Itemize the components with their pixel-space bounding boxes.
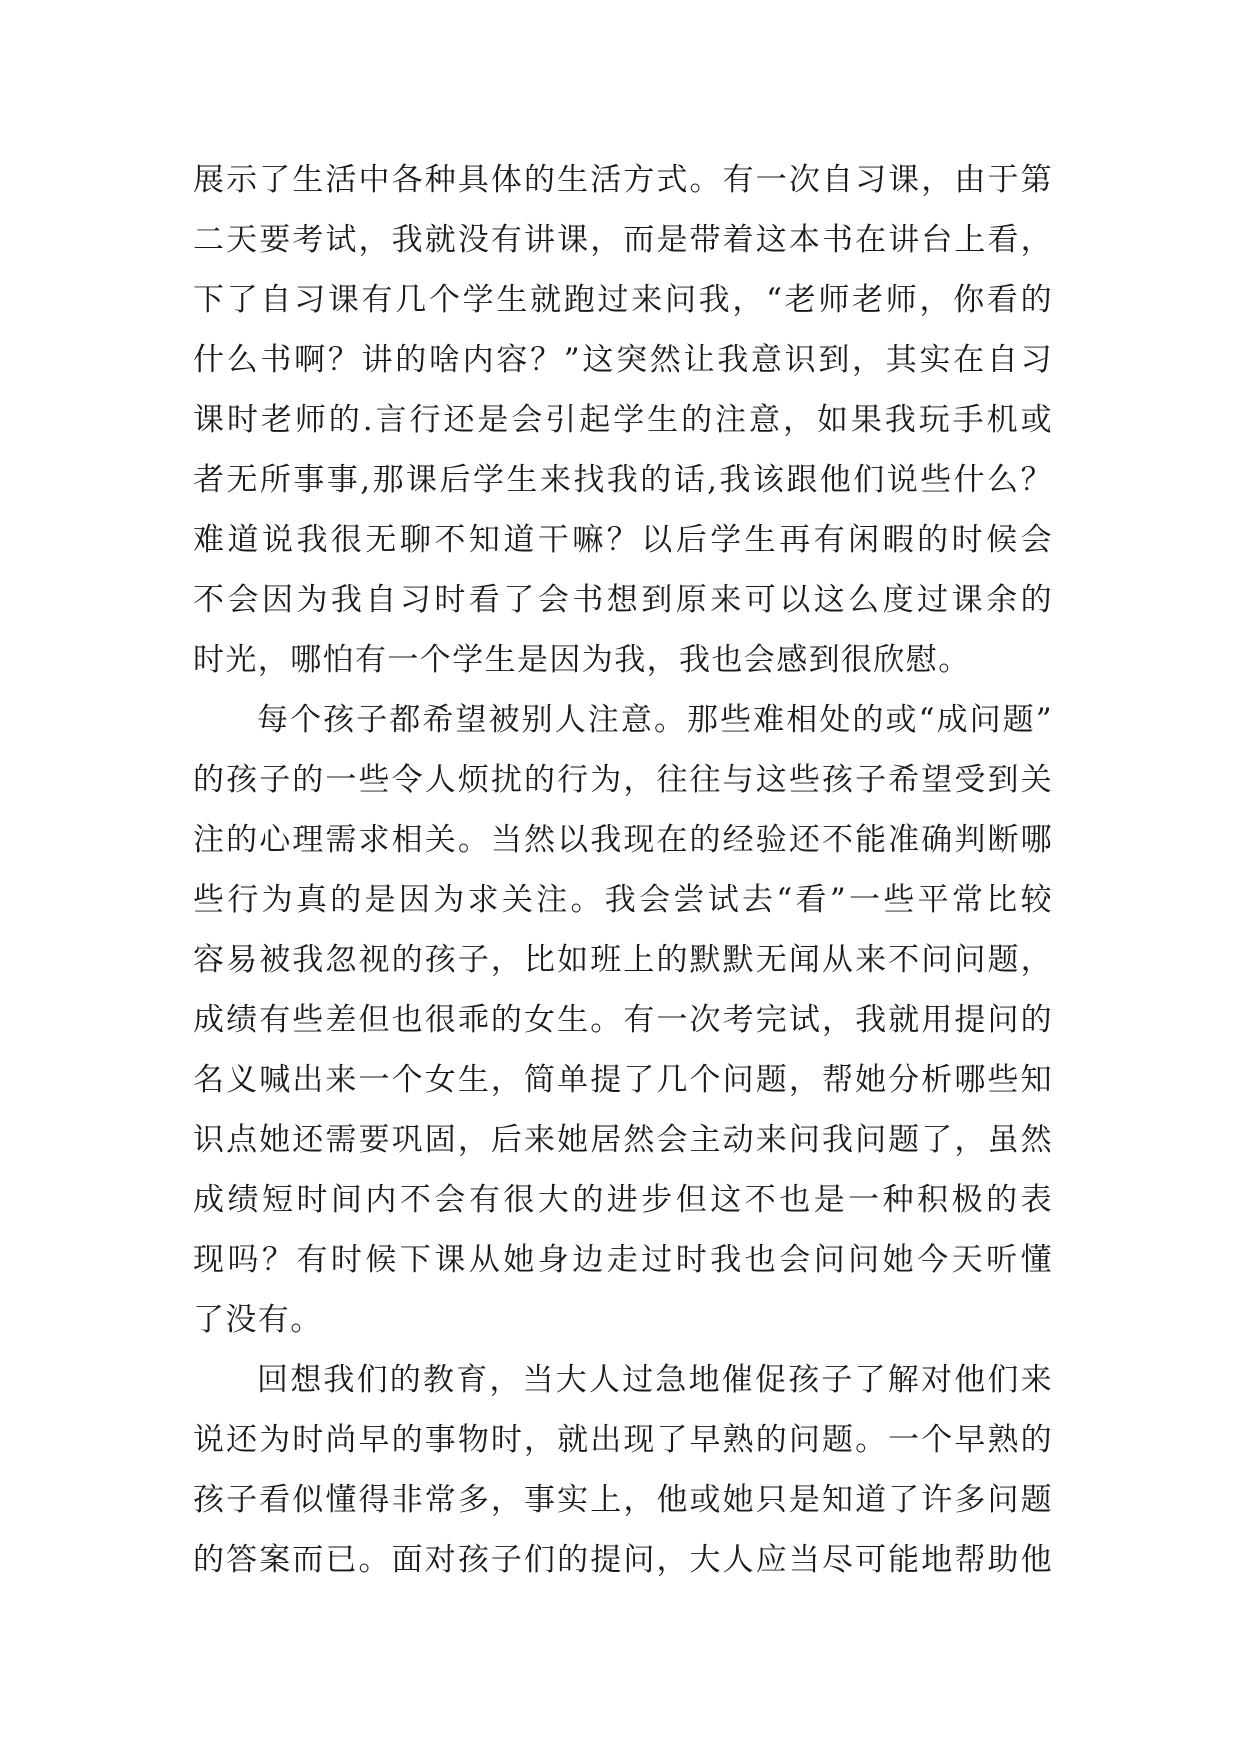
paragraph-first-line: 每个孩子都希望被别人注意。那些难相处的或“成问题”	[257, 702, 1053, 738]
text-line: 什么书啊？讲的啥内容？”这突然让我意识到，其实在自习	[193, 342, 1053, 378]
text-line: 难道说我很无聊不知道干嘛？以后学生再有闲暇的时候会	[193, 522, 1053, 558]
text-line: 下了自习课有几个学生就跑过来问我，“老师老师，你看的	[193, 282, 1053, 318]
text-line: 时光，哪怕有一个学生是因为我，我也会感到很欣慰。	[193, 642, 971, 678]
text-line: 名义喊出来一个女生，简单提了几个问题，帮她分析哪些知	[193, 1062, 1053, 1098]
text-line: 容易被我忽视的孩子，比如班上的默默无闻从来不问问题，	[193, 942, 1053, 978]
text-line: 的孩子的一些令人烦扰的行为，往往与这些孩子希望受到关	[193, 762, 1053, 798]
text-line: 些行为真的是因为求关注。我会尝试去“看”一些平常比较	[193, 882, 1053, 918]
text-line: 识点她还需要巩固，后来她居然会主动来问我问题了，虽然	[193, 1122, 1053, 1158]
body-text	[193, 150, 1053, 1590]
text-line: 者无所事事,那课后学生来找我的话,我该跟他们说些什么？	[193, 462, 1053, 498]
text-line: 孩子看似懂得非常多，事实上，他或她只是知道了许多问题	[193, 1482, 1053, 1518]
text-line: 成绩有些差但也很乖的女生。有一次考完试，我就用提问的	[193, 1002, 1053, 1038]
text-line: 了没有。	[193, 1302, 323, 1338]
text-line: 的答案而已。面对孩子们的提问，大人应当尽可能地帮助他	[193, 1542, 1053, 1578]
text-line: 展示了生活中各种具体的生活方式。有一次自习课，由于第	[193, 162, 1053, 198]
text-line: 现吗？有时候下课从她身边走过时我也会问问她今天听懂	[193, 1242, 1053, 1278]
text-line: 注的心理需求相关。当然以我现在的经验还不能准确判断哪	[193, 822, 1053, 858]
text-line: 说还为时尚早的事物时，就出现了早熟的问题。一个早熟的	[193, 1422, 1053, 1458]
text-line: 不会因为我自习时看了会书想到原来可以这么度过课余的	[193, 582, 1053, 618]
paragraph-first-line: 回想我们的教育，当大人过急地催促孩子了解对他们来	[257, 1362, 1053, 1398]
text-line: 二天要考试，我就没有讲课，而是带着这本书在讲台上看，	[193, 222, 1053, 258]
text-line: 课时老师的.言行还是会引起学生的注意，如果我玩手机或	[193, 402, 1053, 438]
text-line: 成绩短时间内不会有很大的进步但这不也是一种积极的表	[193, 1182, 1053, 1218]
